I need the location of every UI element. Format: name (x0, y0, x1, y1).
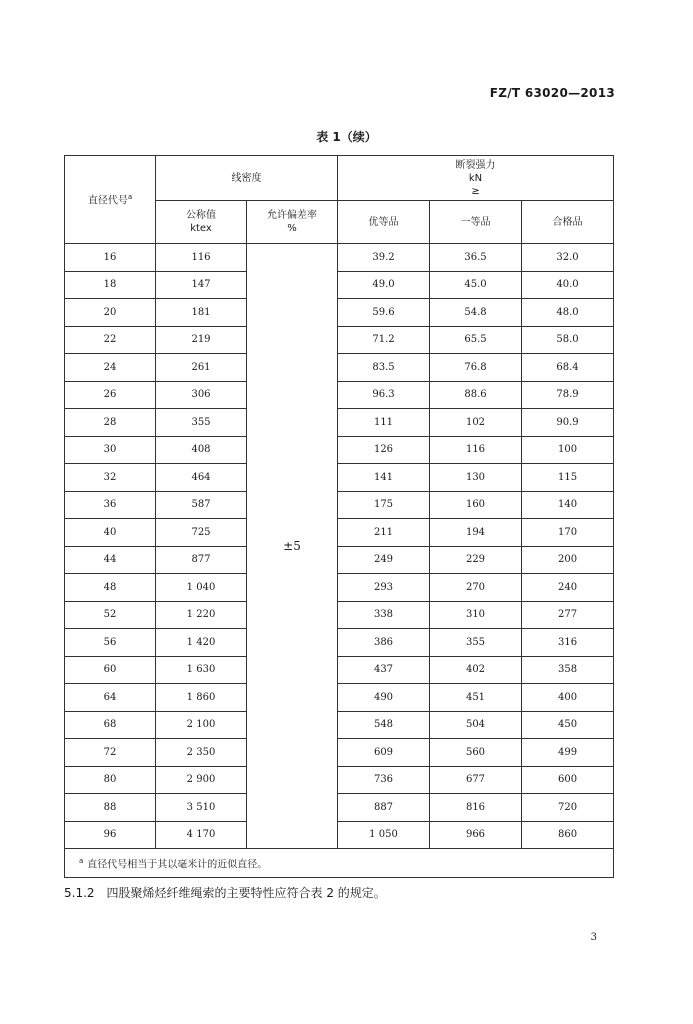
cell-qualified: 90.9 (522, 409, 614, 437)
header-first: 一等品 (430, 201, 522, 244)
table-row (65, 519, 614, 547)
cell-diameter: 26 (65, 381, 156, 409)
cell-superior: 111 (338, 409, 430, 437)
cell-qualified: 860 (522, 821, 614, 849)
cell-diameter: 40 (65, 519, 156, 547)
cell-nominal: 116 (156, 244, 247, 272)
cell-nominal: 261 (156, 354, 247, 382)
spec-table (64, 155, 614, 878)
cell-superior: 126 (338, 436, 430, 464)
header-strength-unit: kN (468, 172, 483, 184)
cell-nominal: 306 (156, 381, 247, 409)
cell-first: 36.5 (430, 244, 522, 272)
cell-qualified: 40.0 (522, 271, 614, 299)
cell-qualified: 358 (522, 656, 614, 684)
cell-first: 270 (430, 574, 522, 602)
cell-nominal: 408 (156, 436, 247, 464)
cell-diameter: 96 (65, 821, 156, 849)
table-row (65, 326, 614, 354)
cell-first: 816 (430, 794, 522, 822)
table-row (65, 546, 614, 574)
table-title: 表 1（续） (316, 130, 377, 144)
table-row (65, 299, 614, 327)
cell-qualified: 600 (522, 766, 614, 794)
cell-nominal: 219 (156, 326, 247, 354)
header-diameter-mark: a (127, 193, 133, 202)
cell-diameter: 72 (65, 739, 156, 767)
table-body (65, 244, 614, 849)
cell-first: 160 (430, 491, 522, 519)
cell-diameter: 60 (65, 656, 156, 684)
header-nominal: 公称值 ktex (156, 201, 247, 244)
cell-first: 45.0 (430, 271, 522, 299)
cell-qualified: 58.0 (522, 326, 614, 354)
cell-first: 451 (430, 684, 522, 712)
header-tolerance: 允许偏差率 % (247, 201, 338, 244)
cell-qualified: 400 (522, 684, 614, 712)
cell-qualified: 78.9 (522, 381, 614, 409)
clause-text: 四股聚烯烃纤维绳索的主要特性应符合表 2 的规定。 (106, 886, 386, 900)
cell-superior: 175 (338, 491, 430, 519)
header-breaking-strength (338, 156, 614, 201)
cell-superior: 338 (338, 601, 430, 629)
cell-nominal: 355 (156, 409, 247, 437)
cell-first: 102 (430, 409, 522, 437)
cell-qualified: 32.0 (522, 244, 614, 272)
cell-superior: 293 (338, 574, 430, 602)
table-row (65, 409, 614, 437)
cell-first: 355 (430, 629, 522, 657)
cell-first: 402 (430, 656, 522, 684)
cell-nominal: 1 630 (156, 656, 247, 684)
cell-first: 116 (430, 436, 522, 464)
cell-qualified: 170 (522, 519, 614, 547)
cell-superior: 71.2 (338, 326, 430, 354)
cell-nominal: 1 220 (156, 601, 247, 629)
cell-nominal: 587 (156, 491, 247, 519)
header-strength-title: 断裂强力 (455, 159, 496, 171)
cell-nominal: 2 900 (156, 766, 247, 794)
cell-diameter: 20 (65, 299, 156, 327)
cell-nominal: 464 (156, 464, 247, 492)
cell-qualified: 68.4 (522, 354, 614, 382)
cell-superior: 548 (338, 711, 430, 739)
cell-first: 677 (430, 766, 522, 794)
cell-first: 54.8 (430, 299, 522, 327)
cell-first: 966 (430, 821, 522, 849)
cell-diameter: 48 (65, 574, 156, 602)
cell-tolerance: ±5 (247, 244, 338, 849)
cell-first: 130 (430, 464, 522, 492)
cell-first: 88.6 (430, 381, 522, 409)
clause-5-1-2 (64, 884, 386, 901)
cell-nominal: 725 (156, 519, 247, 547)
cell-first: 229 (430, 546, 522, 574)
table-row (65, 766, 614, 794)
footnote-text: 直径代号相当于其以毫米计的近似直径。 (87, 859, 268, 871)
table-row (65, 464, 614, 492)
cell-nominal: 2 100 (156, 711, 247, 739)
cell-nominal: 1 040 (156, 574, 247, 602)
cell-first: 65.5 (430, 326, 522, 354)
cell-qualified: 316 (522, 629, 614, 657)
cell-nominal: 147 (156, 271, 247, 299)
cell-diameter: 56 (65, 629, 156, 657)
table-row (65, 244, 614, 272)
header-qualified: 合格品 (522, 201, 614, 244)
header-strength-symbol: ≥ (471, 185, 480, 197)
cell-qualified: 240 (522, 574, 614, 602)
cell-superior: 59.6 (338, 299, 430, 327)
cell-superior: 887 (338, 794, 430, 822)
table-row (65, 436, 614, 464)
table-row (65, 381, 614, 409)
page-number: 3 (590, 932, 597, 943)
cell-first: 504 (430, 711, 522, 739)
cell-qualified: 100 (522, 436, 614, 464)
table-row (65, 684, 614, 712)
table-row (65, 574, 614, 602)
header-diameter: 直径代号$^a$ (65, 156, 156, 244)
cell-qualified: 48.0 (522, 299, 614, 327)
table-footnote (65, 849, 614, 878)
cell-qualified: 499 (522, 739, 614, 767)
cell-diameter: 32 (65, 464, 156, 492)
cell-diameter: 88 (65, 794, 156, 822)
cell-nominal: 1 420 (156, 629, 247, 657)
cell-qualified: 115 (522, 464, 614, 492)
table-row (65, 794, 614, 822)
cell-superior: 1 050 (338, 821, 430, 849)
cell-diameter: 24 (65, 354, 156, 382)
cell-diameter: 30 (65, 436, 156, 464)
table-row (65, 821, 614, 849)
cell-superior: 386 (338, 629, 430, 657)
footnote-mark: a (79, 856, 84, 865)
cell-qualified: 200 (522, 546, 614, 574)
cell-superior: 49.0 (338, 271, 430, 299)
table-row (65, 656, 614, 684)
header-linear-density: 线密度 (156, 156, 338, 201)
table-row (65, 271, 614, 299)
cell-superior: 736 (338, 766, 430, 794)
cell-first: 194 (430, 519, 522, 547)
cell-nominal: 2 350 (156, 739, 247, 767)
table-row (65, 491, 614, 519)
cell-superior: 39.2 (338, 244, 430, 272)
cell-superior: 211 (338, 519, 430, 547)
table-row (65, 711, 614, 739)
cell-diameter: 18 (65, 271, 156, 299)
cell-diameter: 80 (65, 766, 156, 794)
cell-qualified: 140 (522, 491, 614, 519)
cell-nominal: 1 860 (156, 684, 247, 712)
cell-diameter: 52 (65, 601, 156, 629)
cell-diameter: 36 (65, 491, 156, 519)
cell-first: 310 (430, 601, 522, 629)
cell-superior: 141 (338, 464, 430, 492)
table-row (65, 354, 614, 382)
cell-first: 560 (430, 739, 522, 767)
cell-superior: 83.5 (338, 354, 430, 382)
cell-diameter: 68 (65, 711, 156, 739)
cell-superior: 249 (338, 546, 430, 574)
cell-qualified: 450 (522, 711, 614, 739)
table-row (65, 739, 614, 767)
cell-superior: 609 (338, 739, 430, 767)
header-superior: 优等品 (338, 201, 430, 244)
table-row (65, 601, 614, 629)
cell-superior: 96.3 (338, 381, 430, 409)
cell-diameter: 44 (65, 546, 156, 574)
cell-diameter: 22 (65, 326, 156, 354)
cell-superior: 490 (338, 684, 430, 712)
cell-qualified: 720 (522, 794, 614, 822)
cell-superior: 437 (338, 656, 430, 684)
cell-nominal: 3 510 (156, 794, 247, 822)
clause-number: 5.1.2 (64, 886, 95, 900)
cell-diameter: 64 (65, 684, 156, 712)
cell-diameter: 16 (65, 244, 156, 272)
cell-qualified: 277 (522, 601, 614, 629)
cell-nominal: 181 (156, 299, 247, 327)
cell-first: 76.8 (430, 354, 522, 382)
cell-nominal: 877 (156, 546, 247, 574)
cell-diameter: 28 (65, 409, 156, 437)
cell-nominal: 4 170 (156, 821, 247, 849)
table-row (65, 629, 614, 657)
standard-code: FZ/T 63020—2013 (489, 86, 615, 100)
